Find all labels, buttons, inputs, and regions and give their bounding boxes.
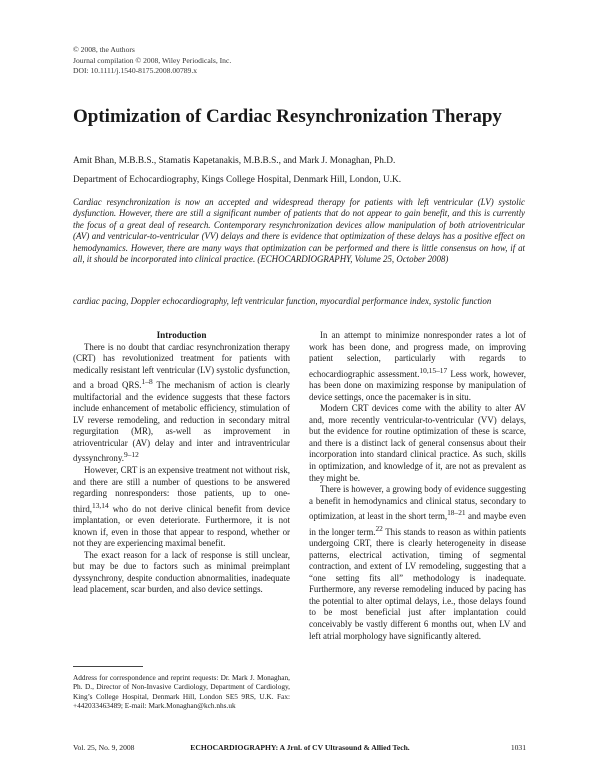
text-run: This stands to reason as within patients undergoing CRT, there is clearly heterogeneity in disease patterns, electrical activation, timing of segmental contraction, and extent of LV remodeling, suggesting that a “one setting fits all” methodology is inadequate. Furthermore, any reverse remodeling induced by pacing has the potential to alter optimal delays, i.e., those delays found to be most beneficial just after implantation could conceivably be vastly different 6 months out, when LV and left atrial morphology have significantly altered. — [309, 526, 526, 641]
text-run: and maybe even in the longer term. — [309, 511, 526, 537]
journal-compilation-line: Journal compilation © 2008, Wiley Periodicals, Inc. — [73, 55, 232, 65]
text-run: Less work, however, has been done on maximizing response by manipulation of device settings, once the pacemaker is in situ. — [309, 368, 526, 402]
header-block — [73, 45, 231, 77]
footer-journal: ECHOCARDIOGRAPHY: A Jrnl. of CV Ultrasound & Allied Tech. — [190, 743, 410, 752]
section-heading: Introduction — [156, 330, 207, 340]
text-run: There is however, a growing body of evidence suggesting a benefit in hemodynamics and clinical status, secondary to optimization, at least in the short term, — [309, 484, 526, 522]
text-run: There is no doubt that cardiac resynchronization therapy (CRT) has revolutionized treatment for patients with medically resistant left ventricular (LV) systolic dysfunction, and a broad QRS. — [73, 341, 290, 391]
copyright-line: © 2008, the Authors — [73, 45, 135, 54]
body-paragraph: Modern CRT devices come with the ability to alter AV and, more recently ventricular-to-ventricular (VV) delays, but the evidence for routine optimization of these is scarce, and there is a distinct lack of general consensus about their incorporation into standard clinical practice. As such, skills in optimization, and knowledge of it, are not as prevalent as they might be. — [309, 403, 526, 483]
text-run: The mechanism of action is clearly multifactorial and the evidence suggests that these factors include enhancement of metabolic efficiency, stimulation of LV reverse remodeling, and reduction in secondary mitral regurgitation (MR), as-well as improvement in atrioventricular (AV) delay and inter and intraventricular dyssynchrony. — [73, 380, 290, 464]
doi-line: DOI: 10.1111/j.1540-8175.2008.00789.x — [73, 66, 198, 76]
body-paragraph — [309, 484, 526, 642]
body-paragraph — [309, 330, 526, 403]
citation: 1–8 — [141, 377, 153, 387]
text-run: However, CRT is an expensive treatment not without risk, and there are still a number of questions to be answered regarding nonresponders: those patients, up to one-third, — [73, 464, 290, 514]
column-left — [73, 330, 290, 596]
body-paragraph — [73, 342, 290, 465]
body-paragraph — [73, 465, 290, 550]
footer-volume: Vol. 25, No. 9, 2008 — [73, 743, 135, 752]
affiliation: Department of Echocardiography, Kings College Hospital, Denmark Hill, London, U.K. — [73, 175, 402, 185]
footer-page-number: 1031 — [510, 743, 526, 752]
body-paragraph: The exact reason for a lack of response is still unclear, but may be due to factors such as minimal preimplant dyssynchrony, despite conduction abnormalities, inadequate lead placement, scar burden, and also device settings. — [73, 549, 290, 595]
correspondence-footnote: Address for correspondence and reprint requests: Dr. Mark J. Monaghan, Ph. D., Director of Non-Invasive Cardiology, Department of Cardiology, King’s College Hospital, Denmark Hill, London SE5 9RS, U.K. Fax: +442033463489; E-mail: Mark.Monaghan@kch.nhs.uk — [73, 673, 290, 711]
abstract: Cardiac resynchronization is now an accepted and widespread therapy for patients with left ventricular (LV) systolic dysfunction. However, there are still a significant number of patients that do not appear to gain benefit, and this is currently the focus of a great deal of research. Contemporary resynchronization devices allow manipulation of both atrioventricular (AV) and ventricular-to-ventricular (VV) delays and there is evidence that optimization of these delays has a positive effect on hemodynamics. However, there are many ways that optimization can be performed and there is little consensus on how, if at all, it should be incorporated into clinical practice. (ECHOCARDIOGRAPHY, Volume 25, October 2008) — [73, 197, 525, 265]
citation: 22 — [375, 523, 383, 533]
footnote-rule — [73, 666, 143, 667]
citation: 9–12 — [123, 450, 139, 460]
citation: 10,15–17 — [419, 365, 448, 375]
text-run: who do not derive clinical benefit from device implantation, or even deteriorate. Furthermore, it is not known if, even in those that appear to respond, whether or not they are experiencing maximal benefit. — [73, 503, 290, 549]
article-title: Optimization of Cardiac Resynchronization Therapy — [73, 106, 502, 127]
text-run: In an attempt to minimize nonresponder rates a lot of work has been done, and progress made, on improving patient selection, particularly with regards to echocardiographic assessment. — [309, 330, 526, 379]
citation: 13,14 — [91, 500, 109, 510]
author-list: Amit Bhan, M.B.B.S., Stamatis Kapetanakis, M.B.B.S., and Mark J. Monaghan, Ph.D. — [73, 156, 396, 166]
column-right — [309, 330, 526, 642]
keywords: cardiac pacing, Doppler echocardiography, left ventricular function, myocardial performance index, systolic function — [73, 296, 492, 306]
citation: 18–21 — [447, 508, 466, 518]
